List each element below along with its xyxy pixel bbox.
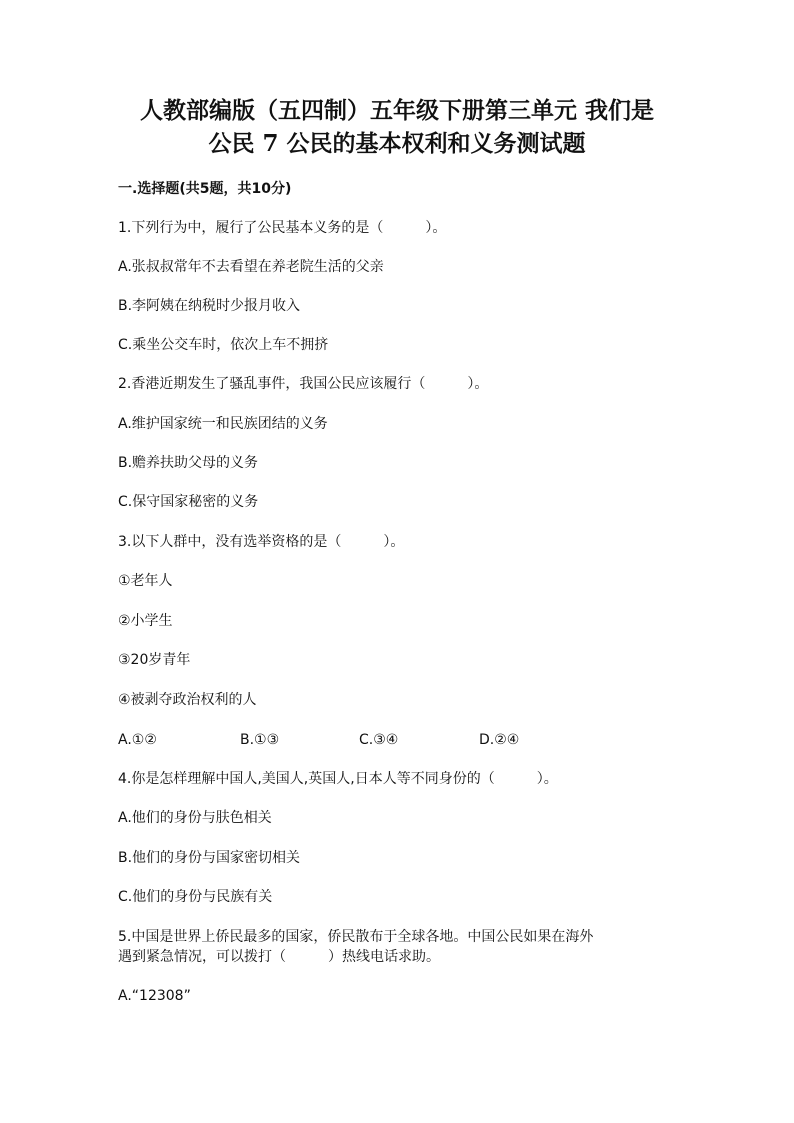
question-2-option-b: B.赡养扶助父母的义务 bbox=[118, 455, 259, 471]
question-1-option-a: A.张叔叔常年不去看望在养老院生活的父亲 bbox=[118, 259, 384, 275]
question-4-option-c: C.他们的身份与民族有关 bbox=[118, 889, 273, 905]
question-2-option-a: A.维护国家统一和民族团结的义务 bbox=[118, 416, 328, 432]
question-5-option-a: A.“12308” bbox=[118, 988, 191, 1004]
question-3-option-a: A.①② bbox=[118, 732, 157, 748]
question-1: 1.下列行为中，履行了公民基本义务的是（ ）。 bbox=[118, 220, 447, 236]
question-3-option-d: D.②④ bbox=[479, 732, 520, 748]
question-3-item-2: ②小学生 bbox=[118, 613, 173, 629]
question-5-line-2: 遇到紧急情况，可以拨打（ ）热线电话求助。 bbox=[118, 949, 440, 965]
question-3-option-b: B.①③ bbox=[240, 732, 280, 748]
question-3-option-c: C.③④ bbox=[359, 732, 399, 748]
question-5-line-1: 5.中国是世界上侨民最多的国家，侨民散布于全球各地。中国公民如果在海外 bbox=[118, 929, 594, 945]
question-1-option-b: B.李阿姨在纳税时少报月收入 bbox=[118, 298, 301, 314]
question-4: 4.你是怎样理解中国人,美国人,英国人,日本人等不同身份的（ ）。 bbox=[118, 771, 558, 787]
question-1-option-c: C.乘坐公交车时，依次上车不拥挤 bbox=[118, 337, 329, 353]
question-2-option-c: C.保守国家秘密的义务 bbox=[118, 494, 259, 510]
question-3-item-3: ③20岁青年 bbox=[118, 652, 191, 668]
question-3-item-1: ①老年人 bbox=[118, 573, 173, 589]
document-title-line-2: 公民 7 公民的基本权利和义务测试题 bbox=[208, 130, 586, 157]
section-heading: 一.选择题(共5题，共10分) bbox=[118, 181, 292, 197]
question-2: 2.香港近期发生了骚乱事件，我国公民应该履行（ ）。 bbox=[118, 376, 489, 392]
question-3-item-4: ④被剥夺政治权利的人 bbox=[118, 692, 257, 708]
question-3: 3.以下人群中，没有选举资格的是（ ）。 bbox=[118, 534, 405, 550]
question-4-option-a: A.他们的身份与肤色相关 bbox=[118, 810, 272, 826]
document-title-line-1: 人教部编版（五四制）五年级下册第三单元 我们是 bbox=[139, 97, 654, 124]
question-4-option-b: B.他们的身份与国家密切相关 bbox=[118, 850, 301, 866]
